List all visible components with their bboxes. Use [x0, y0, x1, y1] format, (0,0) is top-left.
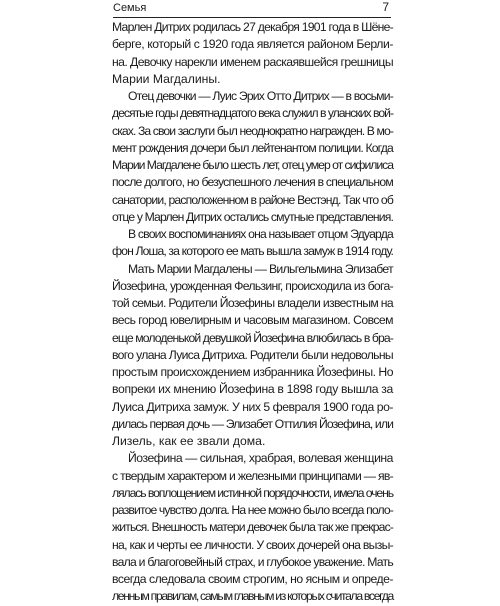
text-line: после долгого, но безуспешного лечения в специальном [112, 175, 393, 190]
text-line: житься. Внешность матери девочек была так же прекрас- [112, 520, 393, 535]
text-line: В своих воспоминаниях она называет отцом Эдуарда [128, 227, 393, 241]
text-line: вала и благоговейный страх, и глубокое уважение. Мать [112, 554, 393, 569]
text-line: ленным правилам, самым главным из которых считала всегда [112, 589, 394, 604]
text-line: фон Лоша, за которого ее мать вышла замуж в 1914 году. [112, 244, 393, 259]
text-line: мент рождения дочери был лейтенантом полиции. Когда [112, 140, 393, 155]
text-line: Лизель, как ее звали дома. [112, 434, 266, 448]
text-line: простым происхождением избранника Йозефины. Но [112, 365, 394, 379]
text-line: на. Девочку нарекли именем раскаявшейся грешницы [112, 54, 394, 69]
text-line: вого улана Луиса Дитриха. Родители были недовольны [112, 347, 394, 362]
body-text [112, 19, 393, 606]
text-line: с твердым характером и железными принципами — яв- [112, 468, 393, 483]
page-number: 7 [382, 0, 389, 14]
text-line: Йозефина — сильная, храбрая, волевая женщина [128, 451, 393, 466]
running-title: Семья [113, 2, 147, 14]
paragraph [112, 19, 393, 88]
text-line: Марии Магдалины. [112, 71, 221, 86]
text-line: санатории, расположенном в районе Вестэнд. Так что об [112, 192, 393, 207]
text-line: еще молоденькой девушкой Йозефина влюбилась в бра- [112, 330, 393, 345]
text-line: Отец девочки — Луис Эрих Отто Дитрих — в восьми- [128, 89, 394, 103]
text-line: сках. За свои заслуги был неоднократно награжден. В мо- [112, 123, 393, 138]
text-line: отце у Марлен Дитрих остались смутные представления. [112, 209, 393, 224]
text-line: Луиса Дитриха замуж. У них 5 февраля 1900 года ро- [112, 399, 394, 414]
text-line: берге, который с 1920 года является районом Берли- [112, 37, 393, 52]
text-line: десятые годы девятнадцатого века служил в уланских вой- [112, 106, 394, 121]
text-line: той семьи. Родители Йозефины владели известным на [112, 296, 394, 310]
text-line: дилась первая дочь — Элизабет Оттилия Йозефина, или [112, 416, 394, 431]
running-header [113, 0, 391, 18]
text-line: на, как и черты ее личности. У своих дочерей она вызы- [112, 537, 394, 552]
text-line: Йозефина, урожденная Фельзинг, происходила из бога- [112, 278, 393, 293]
paragraph [112, 261, 393, 451]
paragraph [112, 450, 393, 605]
text-line: Марлен Дитрих родилась 27 декабря 1901 года в Шёне- [112, 20, 393, 34]
text-line: Мать Марии Магдалены — Вильгельмина Элизабет [128, 261, 394, 276]
text-line: вопреки их мнению Йозефина в 1898 году вышла за [112, 382, 393, 397]
text-line: весь город ювелирным и часовым магазином. Совсем [112, 313, 394, 328]
text-line: развитое чувство долга. На нее можно было всегда поло- [112, 503, 393, 517]
paragraph [112, 88, 393, 261]
text-line: Марии Магдалене было шесть лет, отец умер от сифилиса [112, 158, 393, 172]
text-line: всегда следовала своим строгим, но ясным и опреде- [112, 572, 393, 586]
text-line: лялась воплощением истинной порядочности, имела очень [112, 485, 393, 500]
